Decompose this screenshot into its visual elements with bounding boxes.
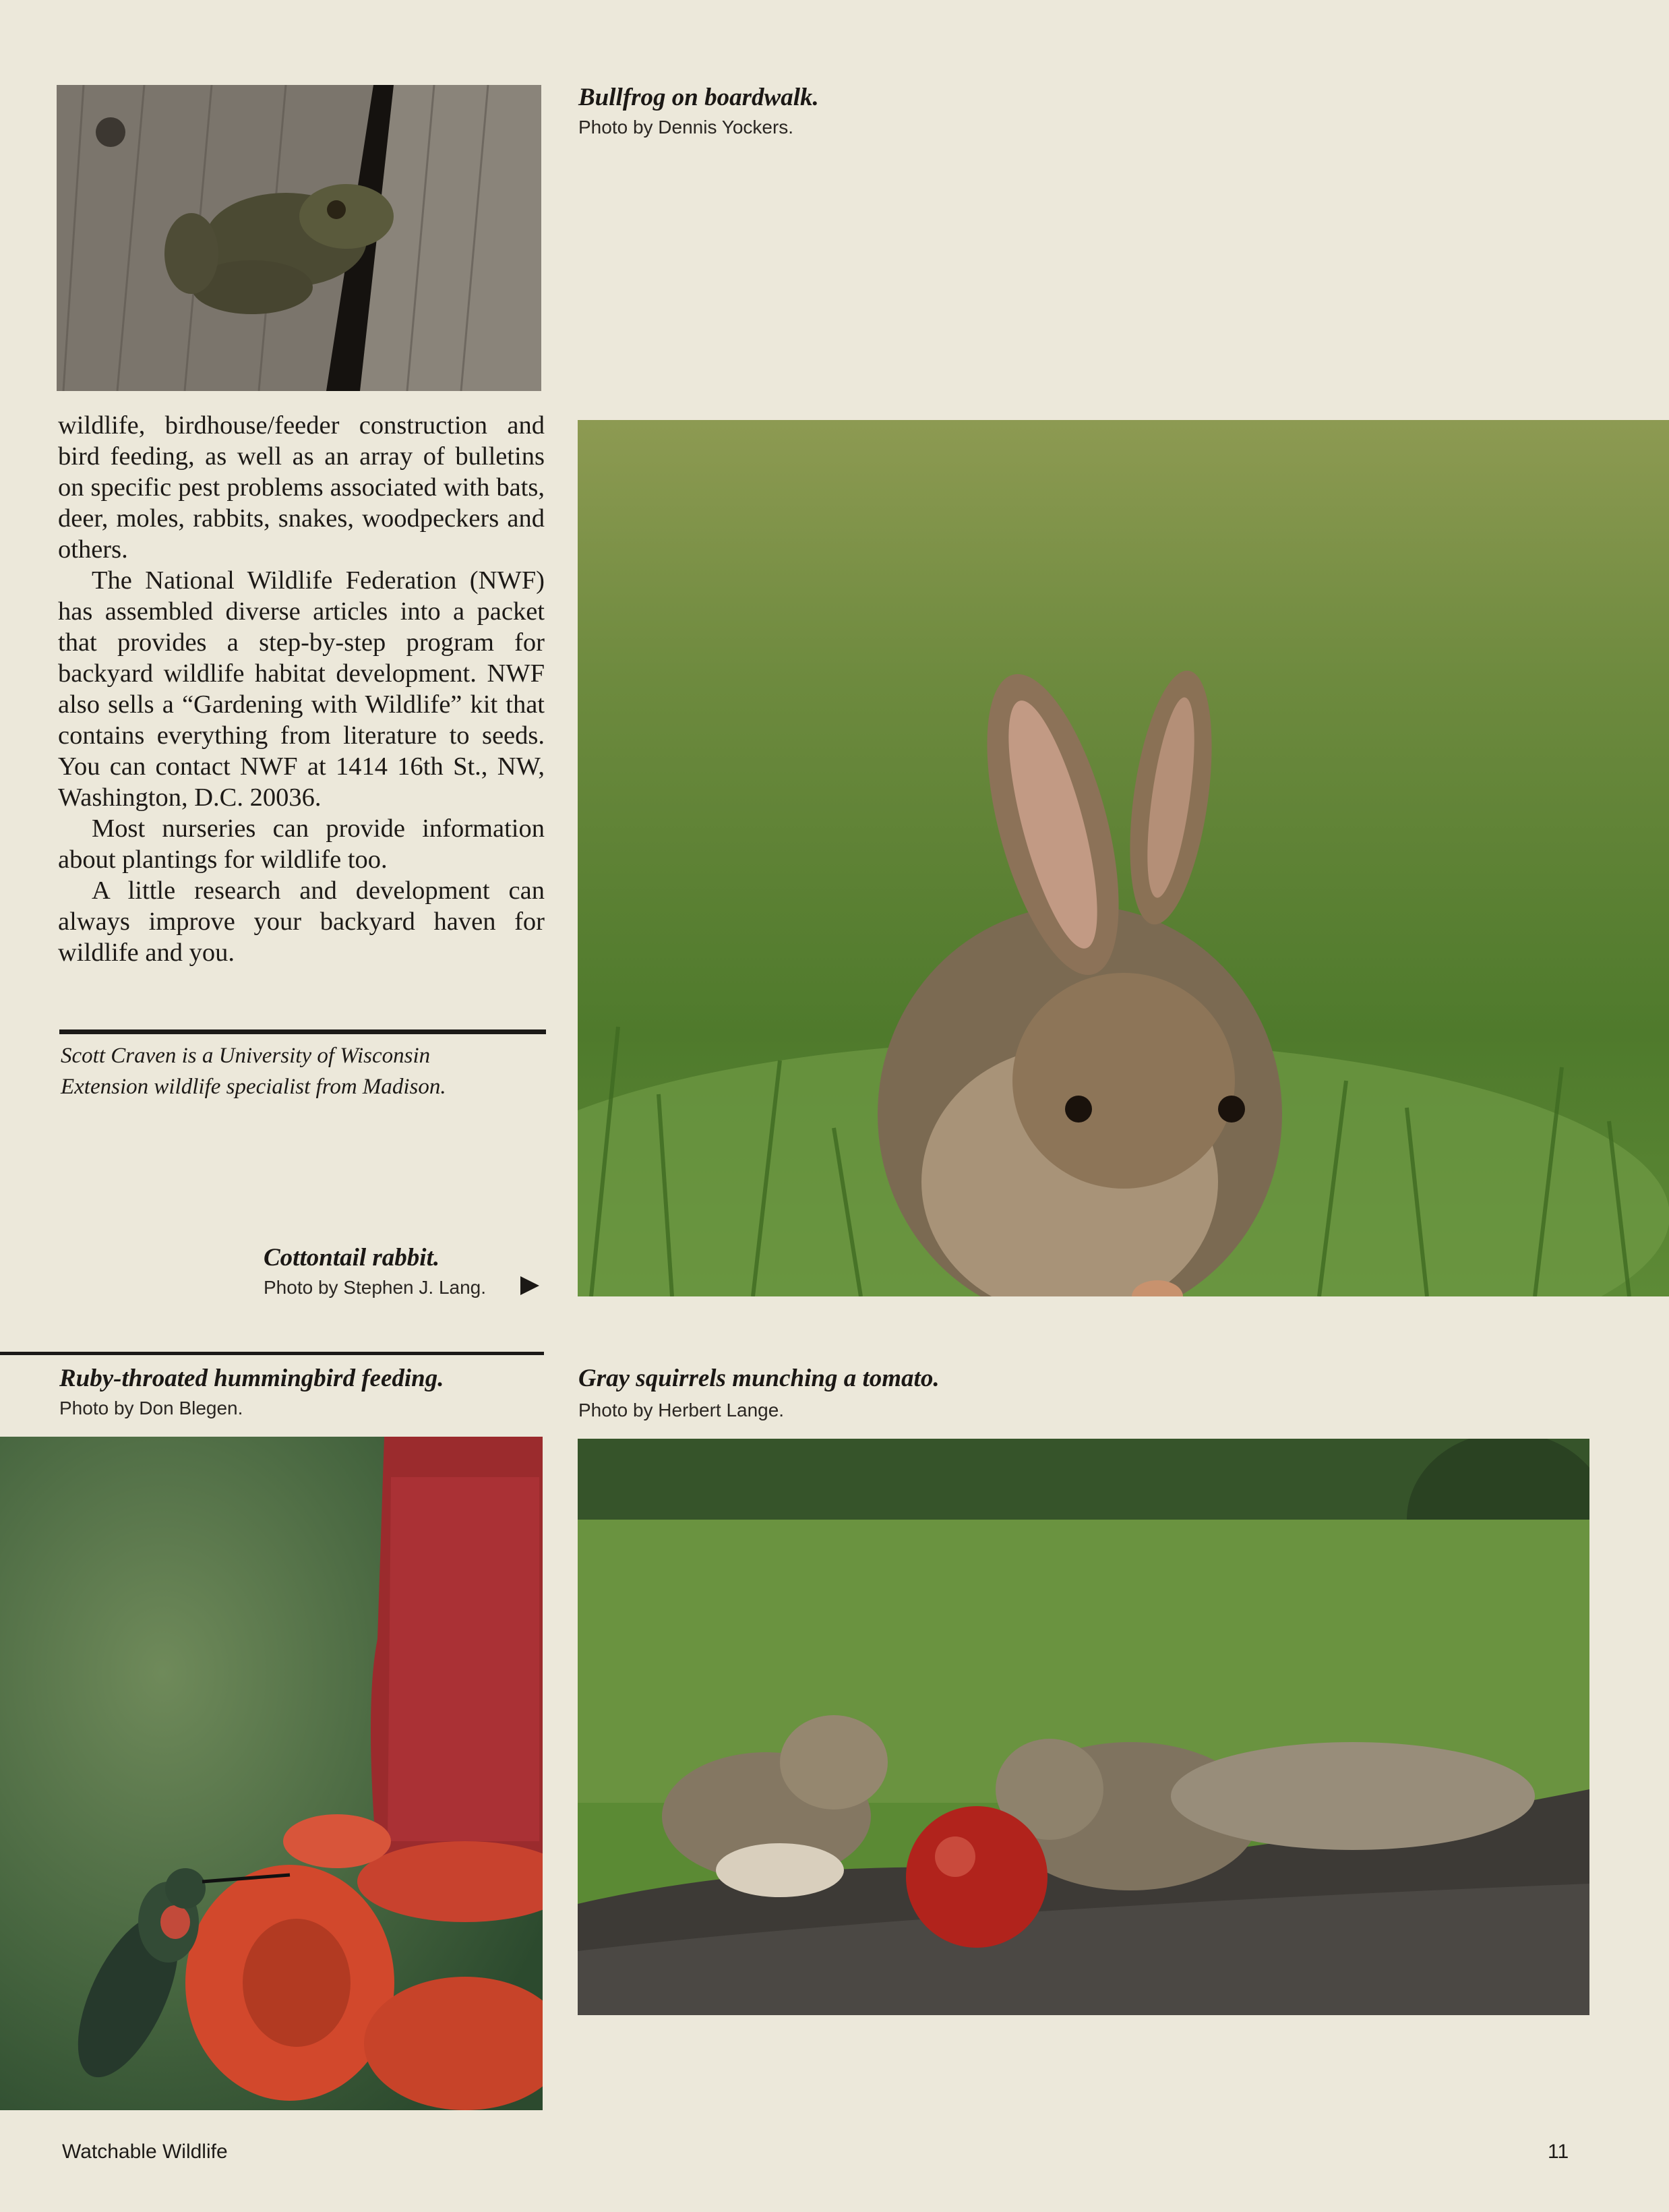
bullfrog-photo [57,85,541,391]
hummingbird-caption-title: Ruby-throated hummingbird feeding. [59,1365,444,1392]
article-paragraph: wildlife, birdhouse/feeder construction and bird feeding, as well as an array of bulletins on specific pest problems associated with bats, deer, moles, rabbits, snakes, woodpeckers and others. [58,411,545,564]
author-bio-line: Extension wildlife specialist from Madison. [61,1075,446,1099]
rabbit-photo [578,420,1669,1296]
author-bio-line: Scott Craven is a University of Wisconsin [61,1044,431,1068]
rabbit-caption-title: Cottontail rabbit. [264,1244,440,1272]
hummingbird-caption-credit: Photo by Don Blegen. [59,1398,243,1418]
bullfrog-caption-title: Bullfrog on boardwalk. [578,84,819,111]
pointer-arrow-icon [520,1276,539,1295]
squirrels-photo [578,1439,1589,2015]
page-number: 11 [1548,2141,1569,2163]
author-bio [61,1040,546,1102]
hummingbird-photo [0,1437,543,2110]
section-divider [0,1352,544,1355]
bullfrog-caption-credit: Photo by Dennis Yockers. [578,117,794,138]
publication-name: Watchable Wildlife [62,2141,228,2163]
bio-divider [59,1029,546,1034]
article-paragraph: The National Wildlife Federation (NWF) has assembled diverse articles into a packet that provides a step-by-step program for backyard wildlife habitat development. NWF also sells a “Gardening with Wildlife” kit that contains everything from literature to seeds. You can contact NWF at 1414 16th St., NW, Washington, D.C. 20036. [58,566,545,812]
article-body [58,410,545,968]
article-paragraph: Most nurseries can provide information about plantings for wildlife too. [58,814,545,874]
article-paragraph: A little research and development can always improve your backyard haven for wildlife and you. [58,876,545,967]
squirrels-caption-credit: Photo by Herbert Lange. [578,1400,785,1421]
rabbit-caption-credit: Photo by Stephen J. Lang. [264,1277,487,1298]
squirrels-caption-title: Gray squirrels munching a tomato. [578,1365,940,1392]
